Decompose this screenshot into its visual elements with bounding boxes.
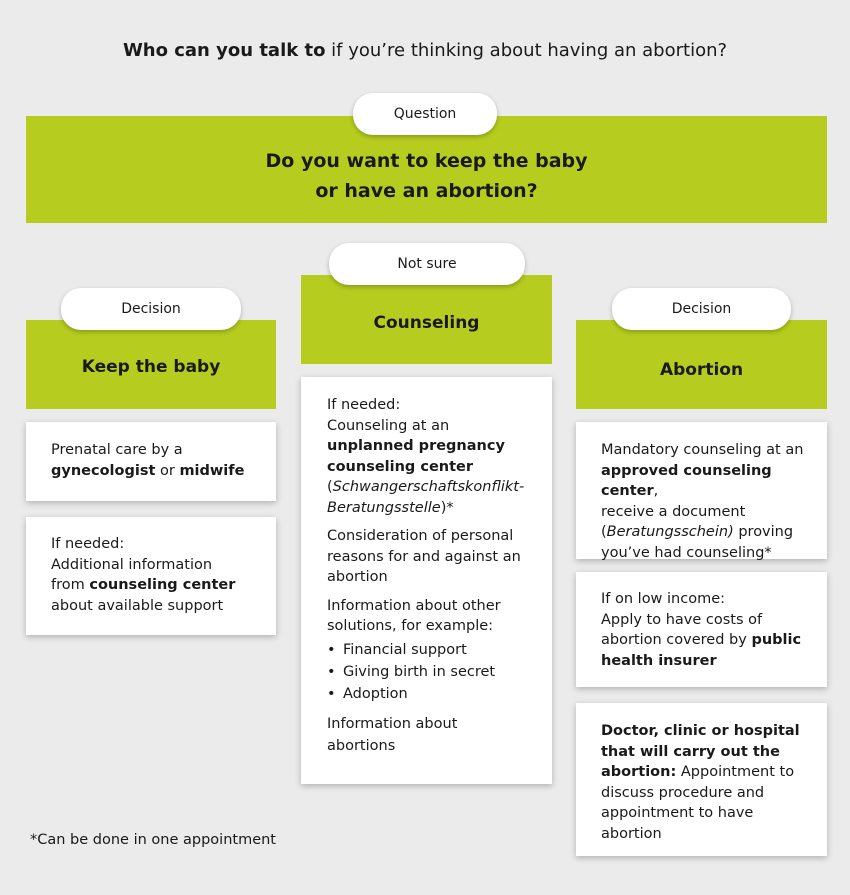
counseling-para-3 xyxy=(327,596,540,705)
counseling-p1-bold1: unplanned pregnancy xyxy=(327,438,505,454)
counseling-p3-text: Information about other solutions, for example: xyxy=(327,597,501,634)
abortion-card1-bold: approved counseling center xyxy=(601,462,772,499)
title-rest: if you’re thinking about having an abortion? xyxy=(325,40,728,61)
abortion-card2-line4 xyxy=(601,651,815,672)
abortion-card3-bold2: that will carry out the xyxy=(601,743,780,760)
keep-card2-line1: If needed: xyxy=(51,536,125,552)
abortion-card1-line3: receive a document xyxy=(601,503,746,520)
abortion-heading: Abortion xyxy=(659,360,744,380)
counseling-p1-line5 xyxy=(327,477,540,498)
abortion-card1-line5: you’ve had counseling* xyxy=(601,544,772,561)
keep-card2-line3 xyxy=(51,575,264,596)
abortion-card1-comma: , xyxy=(653,483,659,499)
keep-card1-or: or xyxy=(155,462,180,479)
question-text xyxy=(26,146,827,206)
counseling-para-1 xyxy=(327,395,540,518)
keep-card1-line1: Prenatal care by a xyxy=(51,442,183,458)
abortion-card1-line1: Mandatory counseling at an xyxy=(601,442,804,458)
abortion-card3-bold3: abortion: xyxy=(601,764,677,780)
abortion-card1-line4 xyxy=(601,522,815,543)
keep-heading: Keep the baby xyxy=(81,357,221,377)
keep-card1-midwife: midwife xyxy=(179,462,245,479)
keep-card2-line2: Additional information xyxy=(51,556,213,573)
title-bold: Who can you talk to xyxy=(122,40,326,61)
keep-card-info xyxy=(26,517,276,635)
abortion-card3-line3 xyxy=(601,762,815,783)
counseling-card xyxy=(301,377,552,784)
counseling-box xyxy=(301,275,552,364)
abortion-card1-proving: proving xyxy=(733,524,794,540)
abortion-card2-insurer: health insurer xyxy=(601,652,717,669)
footnote: *Can be done in one appointment xyxy=(30,832,276,848)
abortion-card-provider xyxy=(576,703,827,856)
abortion-card-income xyxy=(576,572,827,687)
abortion-card1-italic: Beratungsschein) xyxy=(606,524,734,540)
counseling-p1-line3 xyxy=(327,436,540,457)
counseling-heading: Counseling xyxy=(373,313,480,333)
abortion-box xyxy=(576,320,827,409)
counseling-p1-paren: ( xyxy=(327,479,333,495)
keep-card-prenatal xyxy=(26,422,276,501)
counseling-p1-line6 xyxy=(327,498,540,519)
abortion-card2-line1: If on low income: xyxy=(601,591,726,607)
keep-card1-gyn: gynecologist xyxy=(51,462,156,479)
counseling-p1-line2: Counseling at an xyxy=(327,417,450,434)
abortion-card3-line4: discuss procedure and xyxy=(601,784,765,801)
keep-card2-center: counseling center xyxy=(89,577,236,593)
abortion-card1-line2 xyxy=(601,461,815,502)
keep-tag: Decision xyxy=(61,288,241,330)
keep-card2-from: from xyxy=(51,577,90,593)
abortion-card3-line2 xyxy=(601,742,815,763)
counseling-bullet-3: • Adoption xyxy=(327,683,540,705)
keep-card1-line2 xyxy=(51,461,264,482)
counseling-bullet-list xyxy=(327,639,540,705)
abortion-card2-public: public xyxy=(751,632,802,648)
abortion-card3-appointment: Appointment to xyxy=(676,764,795,780)
counseling-p1-close: )* xyxy=(440,499,454,516)
abortion-card3-line5: appointment to have xyxy=(601,805,754,821)
keep-box xyxy=(26,320,276,409)
counseling-para-2: Consideration of personal reasons for and against an abortion xyxy=(327,528,521,585)
question-line-1: Do you want to keep the baby xyxy=(265,150,588,172)
question-tag: Question xyxy=(353,93,497,135)
counseling-para-4: Information about abortions xyxy=(327,715,458,754)
counseling-p1-italic2: Beratungsstelle xyxy=(327,499,441,516)
abortion-card2-line3 xyxy=(601,630,815,651)
counseling-p1-bold2: counseling center xyxy=(327,458,474,475)
abortion-card-mandatory xyxy=(576,422,827,559)
counseling-p1-italic1: Schwangerschaftskonflikt- xyxy=(332,479,525,495)
abortion-tag: Decision xyxy=(612,288,791,330)
page-title xyxy=(0,38,850,64)
counseling-tag: Not sure xyxy=(329,243,525,285)
abortion-card2-covered: abortion covered by xyxy=(601,632,752,648)
abortion-card3-line1 xyxy=(601,721,815,742)
keep-card2-line4: about available support xyxy=(51,597,224,614)
abortion-card3-line6: abortion xyxy=(601,825,662,842)
abortion-card2-line2: Apply to have costs of xyxy=(601,611,763,628)
counseling-p1-line4 xyxy=(327,457,540,478)
question-line-2: or have an abortion? xyxy=(315,180,538,202)
abortion-card3-bold1: Doctor, clinic or hospital xyxy=(601,723,800,739)
counseling-bullet-2: • Giving birth in secret xyxy=(327,661,540,683)
abortion-card1-paren: ( xyxy=(601,524,607,540)
counseling-bullet-1: • Financial support xyxy=(327,639,540,661)
counseling-p1-line1: If needed: xyxy=(327,397,401,413)
